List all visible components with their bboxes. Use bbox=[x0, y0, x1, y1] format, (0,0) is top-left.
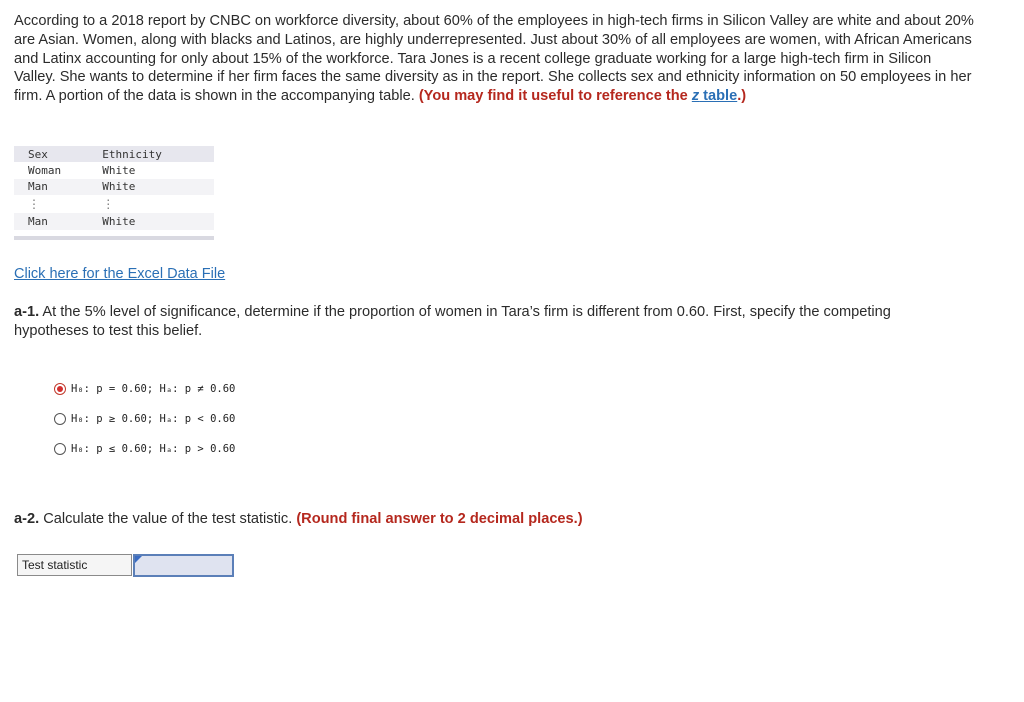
cell-ethnicity: White bbox=[102, 179, 214, 196]
cell-sex: Woman bbox=[28, 163, 62, 177]
cell-ethnicity: White bbox=[102, 213, 214, 230]
option-label[interactable]: H₀: p = 0.60; Hₐ: p ≠ 0.60 bbox=[71, 383, 236, 395]
question-a1 bbox=[14, 303, 914, 341]
data-table bbox=[14, 146, 214, 230]
table-scrollbar[interactable] bbox=[14, 236, 214, 240]
cell-sex: ⋮ bbox=[28, 197, 40, 211]
column-header-ethnicity: Ethnicity bbox=[102, 146, 214, 162]
option-two-tailed[interactable] bbox=[54, 374, 235, 404]
problem-intro bbox=[14, 12, 974, 106]
column-header-sex: Sex bbox=[14, 146, 102, 162]
excel-data-link[interactable]: Click here for the Excel Data File bbox=[14, 266, 226, 282]
radio-button-selected[interactable] bbox=[54, 383, 66, 395]
question-a2 bbox=[14, 510, 583, 529]
z-table-link[interactable]: z table bbox=[691, 88, 738, 105]
question-a2-label: a-2. bbox=[14, 511, 40, 527]
cell-sex: Man bbox=[14, 179, 102, 196]
table-row bbox=[14, 162, 214, 179]
table-row bbox=[14, 179, 214, 196]
question-a1-text: At the 5% level of significance, determine if the proportion of women in Tara’s firm is different from 0.60. First, specify the competing hypotheses to test this belief. bbox=[14, 304, 891, 339]
reference-hint: (You may find it useful to reference the z table.) bbox=[418, 88, 747, 105]
cell-sex: Man bbox=[14, 213, 102, 230]
table-header-row bbox=[14, 146, 214, 162]
option-label[interactable]: H₀: p ≤ 0.60; Hₐ: p > 0.60 bbox=[71, 443, 236, 455]
rounding-note: (Round final answer to 2 decimal places.) bbox=[296, 511, 583, 527]
radio-button[interactable] bbox=[54, 413, 66, 425]
option-right-tailed[interactable] bbox=[54, 434, 235, 464]
test-statistic-input[interactable] bbox=[133, 554, 234, 577]
hypothesis-options bbox=[54, 374, 235, 464]
option-label[interactable]: H₀: p ≥ 0.60; Hₐ: p < 0.60 bbox=[71, 413, 236, 425]
table-row bbox=[14, 213, 214, 230]
table-row-ellipsis bbox=[14, 195, 214, 213]
cell-ethnicity: ⋮ bbox=[102, 197, 115, 211]
cell-ethnicity: White bbox=[102, 163, 136, 177]
intro-text: According to a 2018 report by CNBC on workforce diversity, about 60% of the employees in high-tech firms in Silicon Valley are white and about 20% are Asian. Women, along with blacks and Latinos, are highly underrepresented. Just about 30% of all employees are women, with African Americans and Latinx accounting for only about 15% of the workforce. Tara Jones is a recent college graduate working for a large high-tech firm in Silicon Valley. She wants to determine if her firm faces the same diversity as in the report. She collects sex and ethnicity information on 50 employees in her firm. A portion of the data is shown in the accompanying table. bbox=[14, 13, 974, 105]
radio-button[interactable] bbox=[54, 443, 66, 455]
question-a2-text: Calculate the value of the test statistic. bbox=[39, 511, 297, 527]
test-statistic-label: Test statistic bbox=[17, 554, 132, 576]
question-a1-label: a-1. bbox=[14, 304, 40, 320]
option-left-tailed[interactable] bbox=[54, 404, 235, 434]
